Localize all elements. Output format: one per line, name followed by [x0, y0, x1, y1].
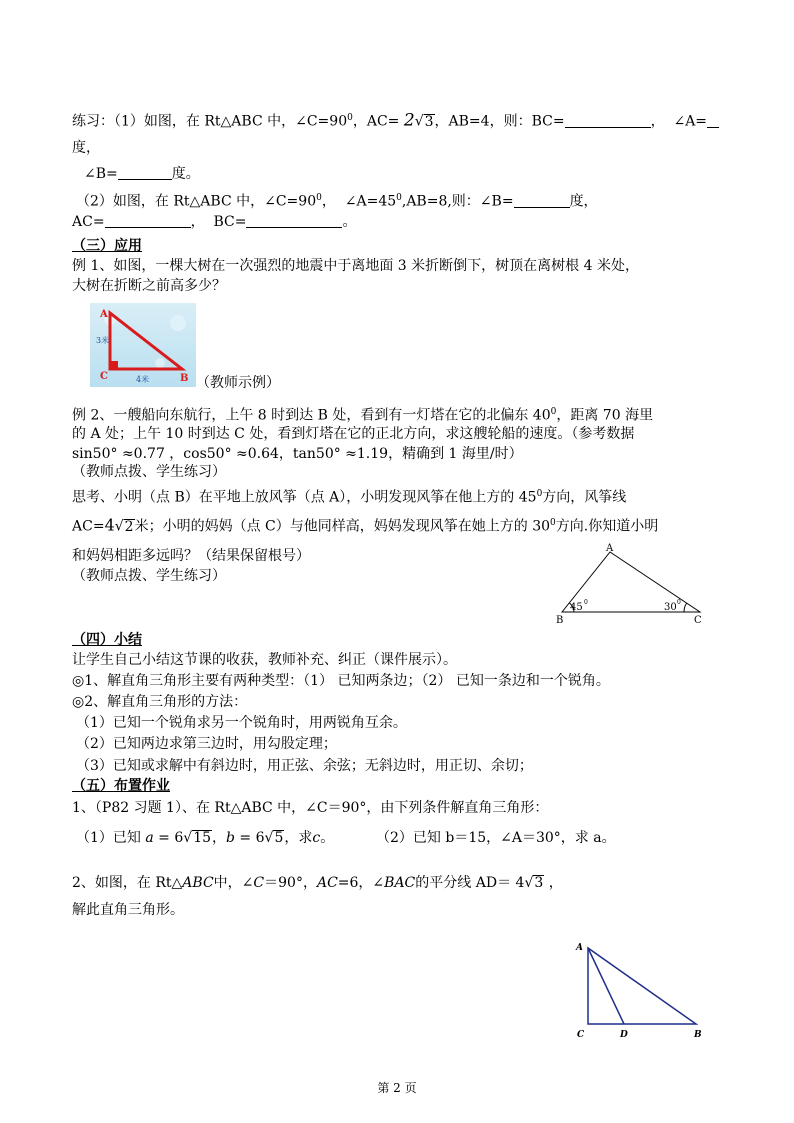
teacher-demo-caption: （教师示例） [196, 375, 280, 391]
fig3-label-d: D [620, 1030, 628, 1040]
homework-2: 2、如图，在 Rt△ABC中，∠C＝90°，AC=6，∠BAC的平分线 AD＝ 4√3 ， [72, 875, 563, 891]
homework-1-part-2: （2）已知 b＝15，∠A＝30°，求 a。 [376, 830, 616, 846]
think-line-2: AC=4√2米；小明的妈妈（点 C）与他同样高，妈妈发现风筝在她上方的 $30^0$方向.你知道小明 [72, 515, 659, 535]
practice-line-3: ∠B= 度。 [84, 166, 200, 182]
practice-line-5: AC= ， BC= 。 [72, 214, 357, 230]
summary-line-3: ◎2、解直角三角形的方法： [72, 694, 248, 710]
ac-blank[interactable] [105, 213, 191, 228]
fig2-angle-45: 45 [570, 602, 583, 613]
fig2-label-c: C [694, 615, 702, 626]
homework-2-line-2: 解此直角三角形。 [72, 902, 184, 918]
homework-1: 1、（P82 习题 1）、在 Rt△ABC 中，∠C＝90°，由下列条件解直角三角形： [72, 800, 549, 816]
summary-line-2: ◎1、解直角三角形主要有两种类型：（1） 已知两条边；（2） 已知一条边和一个锐角。 [72, 673, 610, 689]
practice-line-4: （2）如图，在 Rt△ABC 中，$\angle C=90^0$， $\angle A=45^0,AB=8$,则：∠B= 度， [76, 193, 598, 210]
fig1-side-4: 4米 [136, 375, 150, 384]
summary-line-4: （1）已知一个锐角求另一个锐角时，用两锐角互余。 [76, 715, 407, 731]
section-3-title: （三）应用 [72, 238, 142, 254]
svg-text:0: 0 [584, 599, 588, 606]
fig1-label-c: C [100, 371, 108, 382]
summary-line-6: （3）已知或求解中有斜边时，用正弦、余弦；无斜边时，用正切、余切； [76, 758, 533, 774]
example-2-line-3: sin50° ≈0.77 ，cos50° ≈0.64，tan50° ≈1.19，精确到 1 海里/时） [72, 446, 523, 462]
fig2-label-a: A [606, 543, 614, 554]
fig3-label-b: B [694, 1030, 702, 1040]
practice-line-2: 度， [72, 140, 100, 156]
section-4-title: （四）小结 [72, 632, 142, 648]
fig3-label-a: A [576, 943, 583, 953]
angle-a-blank[interactable] [707, 113, 719, 128]
example-2-line-1: 例 2、一艘船向东航行，上午 8 时到达 B 处，看到有一灯塔在它的北偏东 $40^0$，距离 70 海里 [72, 407, 654, 424]
summary-line-1: 让学生自己小结这节课的收获，教师补充、纠正（课件展示）。 [72, 652, 457, 668]
example-1-line-1: 例 1、如图，一棵大树在一次强烈的地震中于离地面 3 米折断倒下，树顶在离树根 4 米处， [72, 258, 639, 274]
think-line-3: 和妈妈相距多远吗？（结果保留根号） [72, 548, 310, 564]
tree-triangle-figure [90, 303, 196, 387]
fig1-label-b: B [180, 373, 189, 384]
svg-text:0: 0 [677, 599, 681, 606]
bisector-triangle-figure [574, 938, 714, 1042]
bc-blank[interactable] [565, 113, 651, 128]
kite-triangle-figure [554, 542, 710, 626]
fig1-label-a: A [100, 309, 108, 320]
practice-line-1: 练习：（1）如图，在 Rt△ABC 中，$\angle C=90^0$，AC= 2√3，AB=4，则：BC= ， ∠A= [72, 108, 719, 132]
summary-line-5: （2）已知两边求第三边时，用勾股定理； [76, 736, 337, 752]
fig1-side-3: 3米 [96, 336, 110, 345]
angle-b-blank[interactable] [118, 165, 172, 180]
homework-1-parts: （1）已知 a = 6√15，b = 6√5，求c。 [76, 830, 335, 846]
fig2-label-b: B [556, 615, 564, 626]
example-2-line-2: 的 A 处；上午 10 时到达 C 处，看到灯塔在它的正北方向，求这艘轮船的速度。（参考数据 [72, 426, 635, 442]
page-number: 第 2 页 [377, 1081, 417, 1095]
example-2-line-4: （教师点拨、学生练习） [72, 464, 226, 480]
fig2-angle-30: 30 [664, 602, 677, 613]
example-1-line-2: 大树在折断之前高多少？ [72, 278, 226, 294]
think-line-4: （教师点拨、学生练习） [72, 568, 226, 584]
bc2-blank[interactable] [246, 213, 342, 228]
fig3-label-c: C [577, 1030, 585, 1040]
think-line-1: 思考、小明（点 B）在平地上放风筝（点 A），小明发现风筝在他上方的 $45^0$方向，风筝线 [72, 489, 627, 506]
angle-b2-blank[interactable] [514, 193, 570, 208]
section-5-title: （五）布置作业 [72, 778, 170, 794]
